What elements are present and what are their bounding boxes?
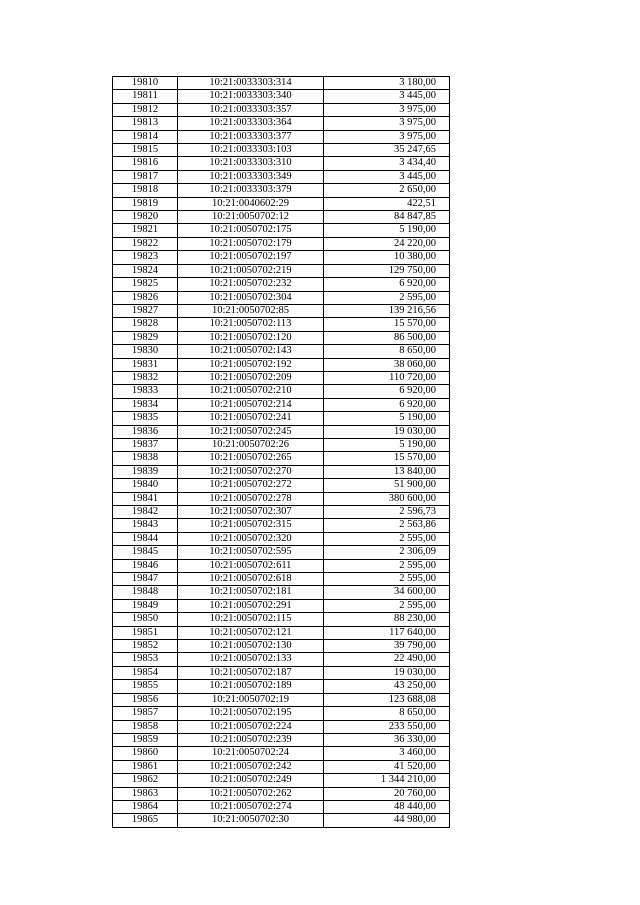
table-row <box>113 385 450 398</box>
row-number-cell: 19839 <box>113 465 178 478</box>
table-row <box>113 130 450 143</box>
amount-cell: 422,51 <box>324 197 450 210</box>
amount-cell: 39 790,00 <box>324 640 450 653</box>
cadastral-number-cell: 10:21:0050702:214 <box>178 398 324 411</box>
table-row <box>113 90 450 103</box>
cadastral-number-cell: 10:21:0050702:85 <box>178 304 324 317</box>
table-row <box>113 318 450 331</box>
table-row <box>113 800 450 813</box>
cadastral-number-cell: 10:21:0050702:239 <box>178 733 324 746</box>
table-row <box>113 519 450 532</box>
cadastral-number-cell: 10:21:0050702:12 <box>178 211 324 224</box>
amount-cell: 51 900,00 <box>324 479 450 492</box>
amount-cell: 34 600,00 <box>324 586 450 599</box>
table-row <box>113 760 450 773</box>
table-row <box>113 693 450 706</box>
row-number-cell: 19848 <box>113 586 178 599</box>
amount-cell: 139 216,56 <box>324 304 450 317</box>
amount-cell: 2 596,73 <box>324 506 450 519</box>
cadastral-number-cell: 10:21:0050702:175 <box>178 224 324 237</box>
amount-cell: 5 190,00 <box>324 224 450 237</box>
cadastral-number-cell: 10:21:0050702:274 <box>178 800 324 813</box>
row-number-cell: 19825 <box>113 278 178 291</box>
row-number-cell: 19853 <box>113 653 178 666</box>
row-number-cell: 19821 <box>113 224 178 237</box>
cadastral-number-cell: 10:21:0050702:272 <box>178 479 324 492</box>
table-row <box>113 720 450 733</box>
cadastral-number-cell: 10:21:0033303:379 <box>178 184 324 197</box>
row-number-cell: 19824 <box>113 264 178 277</box>
table-row <box>113 117 450 130</box>
cadastral-number-cell: 10:21:0050702:278 <box>178 492 324 505</box>
row-number-cell: 19838 <box>113 452 178 465</box>
row-number-cell: 19828 <box>113 318 178 331</box>
cadastral-number-cell: 10:21:0050702:187 <box>178 666 324 679</box>
row-number-cell: 19816 <box>113 157 178 170</box>
table-row <box>113 559 450 572</box>
cadastral-number-cell: 10:21:0050702:320 <box>178 532 324 545</box>
amount-cell: 2 563,86 <box>324 519 450 532</box>
amount-cell: 44 980,00 <box>324 814 450 827</box>
table-row <box>113 345 450 358</box>
row-number-cell: 19858 <box>113 720 178 733</box>
cadastral-number-cell: 10:21:0050702:133 <box>178 653 324 666</box>
amount-cell: 3 180,00 <box>324 77 450 90</box>
cadastral-number-cell: 10:21:0050702:245 <box>178 425 324 438</box>
table-row <box>113 103 450 116</box>
row-number-cell: 19841 <box>113 492 178 505</box>
cadastral-number-cell: 10:21:0033303:349 <box>178 170 324 183</box>
row-number-cell: 19819 <box>113 197 178 210</box>
table-row <box>113 626 450 639</box>
table-body <box>113 77 450 828</box>
cadastral-number-cell: 10:21:0033303:357 <box>178 103 324 116</box>
table-row <box>113 532 450 545</box>
cadastral-number-cell: 10:21:0050702:210 <box>178 385 324 398</box>
row-number-cell: 19829 <box>113 331 178 344</box>
amount-cell: 88 230,00 <box>324 613 450 626</box>
table-row <box>113 425 450 438</box>
cadastral-number-cell: 10:21:0050702:618 <box>178 573 324 586</box>
amount-cell: 380 600,00 <box>324 492 450 505</box>
amount-cell: 2 595,00 <box>324 573 450 586</box>
row-number-cell: 19830 <box>113 345 178 358</box>
row-number-cell: 19822 <box>113 237 178 250</box>
amount-cell: 3 445,00 <box>324 90 450 103</box>
table-row <box>113 211 450 224</box>
cadastral-number-cell: 10:21:0050702:224 <box>178 720 324 733</box>
row-number-cell: 19857 <box>113 707 178 720</box>
amount-cell: 3 445,00 <box>324 170 450 183</box>
row-number-cell: 19837 <box>113 438 178 451</box>
cadastral-number-cell: 10:21:0050702:195 <box>178 707 324 720</box>
cadastral-number-cell: 10:21:0050702:30 <box>178 814 324 827</box>
amount-cell: 3 975,00 <box>324 117 450 130</box>
amount-cell: 24 220,00 <box>324 237 450 250</box>
table-row <box>113 452 450 465</box>
row-number-cell: 19861 <box>113 760 178 773</box>
row-number-cell: 19851 <box>113 626 178 639</box>
amount-cell: 20 760,00 <box>324 787 450 800</box>
table-row <box>113 144 450 157</box>
table-row <box>113 747 450 760</box>
table-row <box>113 465 450 478</box>
row-number-cell: 19842 <box>113 506 178 519</box>
row-number-cell: 19843 <box>113 519 178 532</box>
row-number-cell: 19811 <box>113 90 178 103</box>
amount-cell: 48 440,00 <box>324 800 450 813</box>
amount-cell: 43 250,00 <box>324 680 450 693</box>
amount-cell: 3 975,00 <box>324 130 450 143</box>
cadastral-number-cell: 10:21:0040602:29 <box>178 197 324 210</box>
cadastral-number-cell: 10:21:0050702:113 <box>178 318 324 331</box>
amount-cell: 10 380,00 <box>324 251 450 264</box>
row-number-cell: 19862 <box>113 774 178 787</box>
cadastral-number-cell: 10:21:0050702:26 <box>178 438 324 451</box>
amount-cell: 2 650,00 <box>324 184 450 197</box>
table-row <box>113 184 450 197</box>
cadastral-number-cell: 10:21:0050702:120 <box>178 331 324 344</box>
cadastral-number-cell: 10:21:0050702:209 <box>178 371 324 384</box>
amount-cell: 6 920,00 <box>324 398 450 411</box>
table-row <box>113 264 450 277</box>
cadastral-number-cell: 10:21:0033303:377 <box>178 130 324 143</box>
table-row <box>113 398 450 411</box>
amount-cell: 15 570,00 <box>324 452 450 465</box>
cadastral-number-cell: 10:21:0050702:307 <box>178 506 324 519</box>
row-number-cell: 19810 <box>113 77 178 90</box>
table-row <box>113 546 450 559</box>
amount-cell: 3 460,00 <box>324 747 450 760</box>
row-number-cell: 19834 <box>113 398 178 411</box>
cadastral-number-cell: 10:21:0050702:291 <box>178 599 324 612</box>
table-row <box>113 506 450 519</box>
cadastral-number-cell: 10:21:0050702:192 <box>178 358 324 371</box>
amount-cell: 86 500,00 <box>324 331 450 344</box>
row-number-cell: 19827 <box>113 304 178 317</box>
cadastral-number-cell: 10:21:0050702:265 <box>178 452 324 465</box>
cadastral-number-cell: 10:21:0050702:595 <box>178 546 324 559</box>
amount-cell: 19 030,00 <box>324 666 450 679</box>
table-row <box>113 237 450 250</box>
amount-cell: 84 847,85 <box>324 211 450 224</box>
cadastral-number-cell: 10:21:0050702:232 <box>178 278 324 291</box>
table-row <box>113 438 450 451</box>
cadastral-number-cell: 10:21:0050702:121 <box>178 626 324 639</box>
table-row <box>113 479 450 492</box>
table-row <box>113 278 450 291</box>
table-row <box>113 653 450 666</box>
table-row <box>113 707 450 720</box>
row-number-cell: 19845 <box>113 546 178 559</box>
amount-cell: 38 060,00 <box>324 358 450 371</box>
table-row <box>113 197 450 210</box>
amount-cell: 36 330,00 <box>324 733 450 746</box>
table-row <box>113 157 450 170</box>
row-number-cell: 19840 <box>113 479 178 492</box>
amount-cell: 5 190,00 <box>324 438 450 451</box>
row-number-cell: 19812 <box>113 103 178 116</box>
table-row <box>113 586 450 599</box>
table-row <box>113 599 450 612</box>
row-number-cell: 19815 <box>113 144 178 157</box>
table-row <box>113 412 450 425</box>
amount-cell: 117 640,00 <box>324 626 450 639</box>
row-number-cell: 19813 <box>113 117 178 130</box>
row-number-cell: 19864 <box>113 800 178 813</box>
row-number-cell: 19823 <box>113 251 178 264</box>
amount-cell: 3 975,00 <box>324 103 450 116</box>
table-row <box>113 77 450 90</box>
cadastral-number-cell: 10:21:0050702:242 <box>178 760 324 773</box>
cadastral-number-cell: 10:21:0050702:130 <box>178 640 324 653</box>
amount-cell: 1 344 210,00 <box>324 774 450 787</box>
cadastral-number-cell: 10:21:0033303:103 <box>178 144 324 157</box>
amount-cell: 2 595,00 <box>324 532 450 545</box>
amount-cell: 110 720,00 <box>324 371 450 384</box>
cadastral-number-cell: 10:21:0050702:249 <box>178 774 324 787</box>
table-row <box>113 331 450 344</box>
row-number-cell: 19850 <box>113 613 178 626</box>
row-number-cell: 19849 <box>113 599 178 612</box>
cadastral-number-cell: 10:21:0033303:310 <box>178 157 324 170</box>
cadastral-number-cell: 10:21:0033303:364 <box>178 117 324 130</box>
table-row <box>113 666 450 679</box>
row-number-cell: 19856 <box>113 693 178 706</box>
amount-cell: 19 030,00 <box>324 425 450 438</box>
table-row <box>113 733 450 746</box>
table-row <box>113 814 450 827</box>
table-row <box>113 680 450 693</box>
cadastral-number-cell: 10:21:0050702:197 <box>178 251 324 264</box>
row-number-cell: 19835 <box>113 412 178 425</box>
amount-cell: 6 920,00 <box>324 385 450 398</box>
table-row <box>113 573 450 586</box>
amount-cell: 6 920,00 <box>324 278 450 291</box>
row-number-cell: 19820 <box>113 211 178 224</box>
amount-cell: 41 520,00 <box>324 760 450 773</box>
table-row <box>113 291 450 304</box>
table-row <box>113 304 450 317</box>
row-number-cell: 19854 <box>113 666 178 679</box>
row-number-cell: 19844 <box>113 532 178 545</box>
amount-cell: 2 595,00 <box>324 599 450 612</box>
cadastral-number-cell: 10:21:0050702:115 <box>178 613 324 626</box>
cadastral-number-cell: 10:21:0050702:241 <box>178 412 324 425</box>
row-number-cell: 19846 <box>113 559 178 572</box>
row-number-cell: 19818 <box>113 184 178 197</box>
table-row <box>113 774 450 787</box>
table-row <box>113 251 450 264</box>
amount-cell: 5 190,00 <box>324 412 450 425</box>
table-row <box>113 787 450 800</box>
row-number-cell: 19859 <box>113 733 178 746</box>
table-row <box>113 640 450 653</box>
amount-cell: 15 570,00 <box>324 318 450 331</box>
cadastral-number-cell: 10:21:0050702:304 <box>178 291 324 304</box>
table-row <box>113 492 450 505</box>
cadastral-number-cell: 10:21:0050702:189 <box>178 680 324 693</box>
row-number-cell: 19847 <box>113 573 178 586</box>
amount-cell: 123 688,08 <box>324 693 450 706</box>
amount-cell: 8 650,00 <box>324 345 450 358</box>
amount-cell: 22 490,00 <box>324 653 450 666</box>
row-number-cell: 19832 <box>113 371 178 384</box>
amount-cell: 2 595,00 <box>324 559 450 572</box>
row-number-cell: 19814 <box>113 130 178 143</box>
amount-cell: 35 247,65 <box>324 144 450 157</box>
amount-cell: 8 650,00 <box>324 707 450 720</box>
row-number-cell: 19865 <box>113 814 178 827</box>
row-number-cell: 19852 <box>113 640 178 653</box>
amount-cell: 3 434,40 <box>324 157 450 170</box>
table-row <box>113 224 450 237</box>
row-number-cell: 19817 <box>113 170 178 183</box>
cadastral-number-cell: 10:21:0050702:270 <box>178 465 324 478</box>
cadastral-number-cell: 10:21:0050702:24 <box>178 747 324 760</box>
cadastral-number-cell: 10:21:0033303:340 <box>178 90 324 103</box>
amount-cell: 13 840,00 <box>324 465 450 478</box>
row-number-cell: 19826 <box>113 291 178 304</box>
amount-cell: 2 306,09 <box>324 546 450 559</box>
row-number-cell: 19831 <box>113 358 178 371</box>
cadastral-number-cell: 10:21:0050702:262 <box>178 787 324 800</box>
amount-cell: 129 750,00 <box>324 264 450 277</box>
row-number-cell: 19860 <box>113 747 178 760</box>
table-row <box>113 170 450 183</box>
cadastral-number-cell: 10:21:0050702:143 <box>178 345 324 358</box>
table-row <box>113 371 450 384</box>
row-number-cell: 19836 <box>113 425 178 438</box>
cadastral-number-cell: 10:21:0050702:315 <box>178 519 324 532</box>
amount-cell: 233 550,00 <box>324 720 450 733</box>
row-number-cell: 19863 <box>113 787 178 800</box>
cadastral-number-cell: 10:21:0050702:19 <box>178 693 324 706</box>
cadastral-number-cell: 10:21:0050702:181 <box>178 586 324 599</box>
table-row <box>113 358 450 371</box>
row-number-cell: 19833 <box>113 385 178 398</box>
cadastral-number-cell: 10:21:0050702:179 <box>178 237 324 250</box>
data-table <box>112 76 450 828</box>
cadastral-number-cell: 10:21:0050702:219 <box>178 264 324 277</box>
table-row <box>113 613 450 626</box>
amount-cell: 2 595,00 <box>324 291 450 304</box>
cadastral-number-cell: 10:21:0050702:611 <box>178 559 324 572</box>
cadastral-number-cell: 10:21:0033303:314 <box>178 77 324 90</box>
row-number-cell: 19855 <box>113 680 178 693</box>
